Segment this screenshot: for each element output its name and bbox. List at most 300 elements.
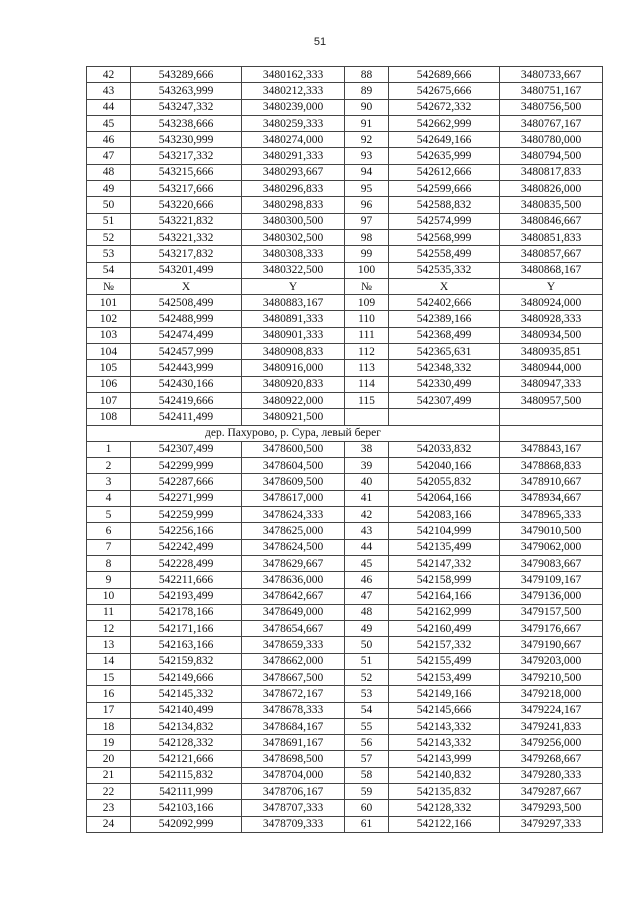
cell-num-right: 115 xyxy=(345,392,389,408)
cell-num-left: 7 xyxy=(87,539,131,555)
table-header-row xyxy=(87,278,603,294)
cell-y-right: 3479176,667 xyxy=(500,621,603,637)
table-row xyxy=(87,181,603,197)
cell-x-right: 542135,499 xyxy=(389,539,500,555)
cell-y-left: 3478617,000 xyxy=(242,490,345,506)
cell-num-right: 109 xyxy=(345,295,389,311)
cell-num-right: 47 xyxy=(345,588,389,604)
cell-y-right: 3478934,667 xyxy=(500,490,603,506)
cell-y-right: 3479109,167 xyxy=(500,572,603,588)
cell-x-left: 542145,332 xyxy=(131,686,242,702)
cell-num-right: 89 xyxy=(345,83,389,99)
cell-num-right: № xyxy=(345,278,389,294)
cell-y-left: 3478659,333 xyxy=(242,637,345,653)
cell-num-right: 92 xyxy=(345,132,389,148)
cell-num-left: 1 xyxy=(87,441,131,457)
cell-num-left: 108 xyxy=(87,409,131,425)
cell-x-right: 542153,499 xyxy=(389,669,500,685)
cell-num-left: 21 xyxy=(87,767,131,783)
cell-x-left: 542259,999 xyxy=(131,507,242,523)
cell-x-left: 543221,332 xyxy=(131,229,242,245)
cell-num-left: 52 xyxy=(87,229,131,245)
cell-y-right: 3479203,000 xyxy=(500,653,603,669)
cell-y-left: 3478698,500 xyxy=(242,751,345,767)
cell-num-left: 102 xyxy=(87,311,131,327)
cell-y-left: 3478709,333 xyxy=(242,816,345,832)
cell-x-right: 542143,332 xyxy=(389,718,500,734)
cell-num-left: 22 xyxy=(87,784,131,800)
cell-x-right: 542365,631 xyxy=(389,344,500,360)
cell-x-left: 543217,332 xyxy=(131,148,242,164)
cell-x-left: 543221,832 xyxy=(131,213,242,229)
cell-y-left: 3480901,333 xyxy=(242,327,345,343)
cell-num-left: 6 xyxy=(87,523,131,539)
cell-y-right xyxy=(500,409,603,425)
cell-num-left: 107 xyxy=(87,392,131,408)
cell-num-left: 106 xyxy=(87,376,131,392)
cell-y-right: 3480934,500 xyxy=(500,327,603,343)
cell-num-right: 50 xyxy=(345,637,389,653)
cell-x-right: 542568,999 xyxy=(389,229,500,245)
cell-num-left: 3 xyxy=(87,474,131,490)
cell-x-right: 542330,499 xyxy=(389,376,500,392)
cell-x-right: X xyxy=(389,278,500,294)
cell-y-left: 3480883,167 xyxy=(242,295,345,311)
table-row xyxy=(87,653,603,669)
cell-y-right: 3479297,333 xyxy=(500,816,603,832)
cell-x-left: 543217,832 xyxy=(131,246,242,262)
table-row xyxy=(87,441,603,457)
cell-y-left: 3478654,667 xyxy=(242,621,345,637)
cell-num-right: 98 xyxy=(345,229,389,245)
table-row xyxy=(87,604,603,620)
cell-x-left: 542430,166 xyxy=(131,376,242,392)
table-row xyxy=(87,344,603,360)
cell-x-right: 542649,166 xyxy=(389,132,500,148)
cell-x-left: 542474,499 xyxy=(131,327,242,343)
cell-x-left: 542242,499 xyxy=(131,539,242,555)
cell-num-right: 112 xyxy=(345,344,389,360)
cell-x-right xyxy=(389,409,500,425)
cell-num-left: 50 xyxy=(87,197,131,213)
table-row xyxy=(87,588,603,604)
cell-num-left: 43 xyxy=(87,83,131,99)
cell-y-right: 3479083,667 xyxy=(500,555,603,571)
cell-y-right: 3480826,000 xyxy=(500,181,603,197)
cell-y-right: Y xyxy=(500,278,603,294)
cell-y-left: 3478624,500 xyxy=(242,539,345,555)
cell-y-left: 3480920,833 xyxy=(242,376,345,392)
table-row xyxy=(87,376,603,392)
cell-y-right: 3478868,833 xyxy=(500,458,603,474)
cell-y-left: 3480922,000 xyxy=(242,392,345,408)
cell-x-left: 543201,499 xyxy=(131,262,242,278)
cell-x-right: 542307,499 xyxy=(389,392,500,408)
cell-y-right: 3479136,000 xyxy=(500,588,603,604)
cell-y-left: 3480162,333 xyxy=(242,67,345,83)
cell-y-right: 3479157,500 xyxy=(500,604,603,620)
cell-x-right: 542612,666 xyxy=(389,164,500,180)
cell-num-right: 113 xyxy=(345,360,389,376)
table-row xyxy=(87,392,603,408)
cell-y-right: 3480846,667 xyxy=(500,213,603,229)
cell-num-right: 54 xyxy=(345,702,389,718)
cell-y-left: 3478625,000 xyxy=(242,523,345,539)
cell-y-right: 3480780,000 xyxy=(500,132,603,148)
table-row xyxy=(87,474,603,490)
cell-num-right: 41 xyxy=(345,490,389,506)
table-row xyxy=(87,67,603,83)
table-row xyxy=(87,295,603,311)
cell-y-left: 3478604,500 xyxy=(242,458,345,474)
table-row xyxy=(87,784,603,800)
cell-num-right: 99 xyxy=(345,246,389,262)
cell-num-right: 97 xyxy=(345,213,389,229)
cell-y-right: 3480756,500 xyxy=(500,99,603,115)
cell-x-left: 542299,999 xyxy=(131,458,242,474)
cell-y-left: 3478609,500 xyxy=(242,474,345,490)
cell-num-left: 18 xyxy=(87,718,131,734)
cell-num-left: 20 xyxy=(87,751,131,767)
cell-num-right: 59 xyxy=(345,784,389,800)
cell-num-right: 42 xyxy=(345,507,389,523)
cell-num-right: 61 xyxy=(345,816,389,832)
cell-x-left: 542178,166 xyxy=(131,604,242,620)
cell-x-left: 542121,666 xyxy=(131,751,242,767)
cell-num-left: 9 xyxy=(87,572,131,588)
cell-num-right: 38 xyxy=(345,441,389,457)
cell-num-right: 51 xyxy=(345,653,389,669)
table-row xyxy=(87,197,603,213)
cell-y-right: 3480767,167 xyxy=(500,115,603,131)
cell-num-right: 88 xyxy=(345,67,389,83)
cell-y-right: 3478965,333 xyxy=(500,507,603,523)
cell-x-left: 542307,499 xyxy=(131,441,242,457)
cell-y-right: 3479256,000 xyxy=(500,735,603,751)
cell-x-right: 542033,832 xyxy=(389,441,500,457)
cell-x-left: 543220,666 xyxy=(131,197,242,213)
cell-y-right: 3479218,000 xyxy=(500,686,603,702)
table-row xyxy=(87,164,603,180)
cell-num-left: 54 xyxy=(87,262,131,278)
cell-x-left: 542111,999 xyxy=(131,784,242,800)
cell-y-left: 3480322,500 xyxy=(242,262,345,278)
cell-num-right: 55 xyxy=(345,718,389,734)
cell-y-left: 3480300,500 xyxy=(242,213,345,229)
cell-num-left: 8 xyxy=(87,555,131,571)
cell-y-left: 3478672,167 xyxy=(242,686,345,702)
cell-x-left: 542457,999 xyxy=(131,344,242,360)
cell-x-right: 542122,166 xyxy=(389,816,500,832)
cell-y-right: 3478910,667 xyxy=(500,474,603,490)
cell-y-right: 3479241,833 xyxy=(500,718,603,734)
table-row xyxy=(87,621,603,637)
cell-x-right: 542145,666 xyxy=(389,702,500,718)
cell-x-right: 542040,166 xyxy=(389,458,500,474)
cell-x-right: 542157,332 xyxy=(389,637,500,653)
cell-x-left: 542508,499 xyxy=(131,295,242,311)
cell-y-left: 3480291,333 xyxy=(242,148,345,164)
cell-num-left: 53 xyxy=(87,246,131,262)
cell-x-right: 542535,332 xyxy=(389,262,500,278)
cell-x-right: 542588,832 xyxy=(389,197,500,213)
table-row xyxy=(87,99,603,115)
cell-x-right: 542402,666 xyxy=(389,295,500,311)
cell-num-left: 48 xyxy=(87,164,131,180)
cell-y-right: 3479268,667 xyxy=(500,751,603,767)
cell-num-left: 5 xyxy=(87,507,131,523)
cell-y-left: Y xyxy=(242,278,345,294)
cell-x-left: 542287,666 xyxy=(131,474,242,490)
table-row xyxy=(87,686,603,702)
cell-y-right: 3479210,500 xyxy=(500,669,603,685)
cell-x-right: 542135,832 xyxy=(389,784,500,800)
cell-num-left: 49 xyxy=(87,181,131,197)
cell-y-left: 3478704,000 xyxy=(242,767,345,783)
cell-y-left: 3478707,333 xyxy=(242,800,345,816)
cell-x-left: 542115,832 xyxy=(131,767,242,783)
cell-num-right: 43 xyxy=(345,523,389,539)
cell-num-right: 114 xyxy=(345,376,389,392)
cell-x-right: 542158,999 xyxy=(389,572,500,588)
table-row xyxy=(87,115,603,131)
cell-x-right: 542348,332 xyxy=(389,360,500,376)
section-row xyxy=(87,425,603,441)
table-row xyxy=(87,213,603,229)
cell-y-left: 3478667,500 xyxy=(242,669,345,685)
cell-x-right: 542104,999 xyxy=(389,523,500,539)
cell-y-right: 3479280,333 xyxy=(500,767,603,783)
cell-num-right: 49 xyxy=(345,621,389,637)
cell-y-right: 3480857,667 xyxy=(500,246,603,262)
table-row xyxy=(87,767,603,783)
cell-x-left: X xyxy=(131,278,242,294)
cell-x-left: 543247,332 xyxy=(131,99,242,115)
cell-num-left: 45 xyxy=(87,115,131,131)
cell-num-left: 4 xyxy=(87,490,131,506)
cell-x-right: 542064,166 xyxy=(389,490,500,506)
cell-x-left: 542419,666 xyxy=(131,392,242,408)
cell-y-left: 3478684,167 xyxy=(242,718,345,734)
cell-y-right: 3480868,167 xyxy=(500,262,603,278)
cell-x-right: 542635,999 xyxy=(389,148,500,164)
cell-num-left: 13 xyxy=(87,637,131,653)
cell-y-left: 3480274,000 xyxy=(242,132,345,148)
table-row xyxy=(87,311,603,327)
cell-x-right: 542160,499 xyxy=(389,621,500,637)
table-row xyxy=(87,555,603,571)
table-row xyxy=(87,246,603,262)
cell-x-right: 542574,999 xyxy=(389,213,500,229)
cell-y-right: 3478843,167 xyxy=(500,441,603,457)
cell-x-right: 542143,332 xyxy=(389,735,500,751)
cell-x-right: 542128,332 xyxy=(389,800,500,816)
table-row xyxy=(87,572,603,588)
cell-x-right: 542155,499 xyxy=(389,653,500,669)
cell-x-right: 542558,499 xyxy=(389,246,500,262)
cell-num-left: 105 xyxy=(87,360,131,376)
cell-y-right: 3480957,500 xyxy=(500,392,603,408)
cell-y-right: 3479224,167 xyxy=(500,702,603,718)
table-row xyxy=(87,507,603,523)
cell-y-left: 3478624,333 xyxy=(242,507,345,523)
table-row xyxy=(87,816,603,832)
cell-num-right: 95 xyxy=(345,181,389,197)
cell-y-left: 3478642,667 xyxy=(242,588,345,604)
cell-x-left: 542228,499 xyxy=(131,555,242,571)
cell-num-left: 19 xyxy=(87,735,131,751)
cell-num-right: 48 xyxy=(345,604,389,620)
cell-x-left: 542092,999 xyxy=(131,816,242,832)
coordinates-table xyxy=(86,66,603,833)
cell-x-right: 542599,666 xyxy=(389,181,500,197)
cell-y-left: 3480293,667 xyxy=(242,164,345,180)
cell-y-left: 3480908,833 xyxy=(242,344,345,360)
table-row xyxy=(87,409,603,425)
cell-num-right: 56 xyxy=(345,735,389,751)
cell-num-right: 39 xyxy=(345,458,389,474)
cell-x-right: 542164,166 xyxy=(389,588,500,604)
cell-x-left: 542103,166 xyxy=(131,800,242,816)
table-row xyxy=(87,458,603,474)
cell-x-right: 542162,999 xyxy=(389,604,500,620)
cell-y-right: 3480928,333 xyxy=(500,311,603,327)
cell-y-right: 3479010,500 xyxy=(500,523,603,539)
section-empty-cell xyxy=(500,425,603,441)
cell-x-right: 542083,166 xyxy=(389,507,500,523)
cell-x-right: 542149,166 xyxy=(389,686,500,702)
cell-y-right: 3480794,500 xyxy=(500,148,603,164)
cell-num-right: 90 xyxy=(345,99,389,115)
cell-num-right: 60 xyxy=(345,800,389,816)
cell-y-right: 3480835,500 xyxy=(500,197,603,213)
cell-num-right: 96 xyxy=(345,197,389,213)
cell-x-left: 542488,999 xyxy=(131,311,242,327)
cell-x-left: 543263,999 xyxy=(131,83,242,99)
cell-num-right: 53 xyxy=(345,686,389,702)
cell-x-left: 542128,332 xyxy=(131,735,242,751)
cell-y-left: 3478600,500 xyxy=(242,441,345,457)
cell-num-left: 10 xyxy=(87,588,131,604)
cell-num-right: 57 xyxy=(345,751,389,767)
cell-num-left: 15 xyxy=(87,669,131,685)
cell-x-left: 542149,666 xyxy=(131,669,242,685)
cell-x-right: 542368,499 xyxy=(389,327,500,343)
cell-num-right: 52 xyxy=(345,669,389,685)
cell-x-left: 543289,666 xyxy=(131,67,242,83)
table-row xyxy=(87,735,603,751)
cell-x-left: 542271,999 xyxy=(131,490,242,506)
cell-x-left: 542256,166 xyxy=(131,523,242,539)
cell-num-left: 24 xyxy=(87,816,131,832)
cell-num-right xyxy=(345,409,389,425)
table-row xyxy=(87,490,603,506)
section-title: дер. Пахурово, р. Сура, левый берег xyxy=(87,425,500,441)
cell-x-left: 543215,666 xyxy=(131,164,242,180)
cell-x-right: 542143,999 xyxy=(389,751,500,767)
cell-num-right: 91 xyxy=(345,115,389,131)
cell-y-left: 3480921,500 xyxy=(242,409,345,425)
table-row xyxy=(87,327,603,343)
cell-x-right: 542662,999 xyxy=(389,115,500,131)
page-number: 51 xyxy=(313,36,327,48)
cell-num-right: 45 xyxy=(345,555,389,571)
table-row xyxy=(87,539,603,555)
cell-y-left: 3480259,333 xyxy=(242,115,345,131)
cell-x-left: 542171,166 xyxy=(131,621,242,637)
table-row xyxy=(87,718,603,734)
table-row xyxy=(87,132,603,148)
cell-num-left: 103 xyxy=(87,327,131,343)
table-row xyxy=(87,702,603,718)
table-row xyxy=(87,523,603,539)
cell-x-left: 543217,666 xyxy=(131,181,242,197)
cell-y-left: 3478636,000 xyxy=(242,572,345,588)
cell-num-right: 100 xyxy=(345,262,389,278)
table-row xyxy=(87,83,603,99)
cell-num-right: 94 xyxy=(345,164,389,180)
cell-y-right: 3480947,333 xyxy=(500,376,603,392)
cell-num-right: 110 xyxy=(345,311,389,327)
cell-num-left: 2 xyxy=(87,458,131,474)
cell-x-left: 542411,499 xyxy=(131,409,242,425)
cell-y-left: 3480212,333 xyxy=(242,83,345,99)
cell-y-right: 3480851,833 xyxy=(500,229,603,245)
cell-y-left: 3478629,667 xyxy=(242,555,345,571)
cell-x-left: 542193,499 xyxy=(131,588,242,604)
cell-y-right: 3480944,000 xyxy=(500,360,603,376)
cell-y-right: 3479062,000 xyxy=(500,539,603,555)
cell-y-left: 3480916,000 xyxy=(242,360,345,376)
cell-y-left: 3478662,000 xyxy=(242,653,345,669)
table-row xyxy=(87,148,603,164)
cell-x-left: 542140,499 xyxy=(131,702,242,718)
table-row xyxy=(87,360,603,376)
cell-num-left: № xyxy=(87,278,131,294)
cell-y-right: 3480733,667 xyxy=(500,67,603,83)
table-row xyxy=(87,669,603,685)
cell-num-left: 42 xyxy=(87,67,131,83)
cell-y-left: 3480239,000 xyxy=(242,99,345,115)
cell-x-left: 543238,666 xyxy=(131,115,242,131)
table-row xyxy=(87,637,603,653)
cell-x-right: 542389,166 xyxy=(389,311,500,327)
cell-y-left: 3478678,333 xyxy=(242,702,345,718)
cell-x-right: 542055,832 xyxy=(389,474,500,490)
cell-num-right: 40 xyxy=(345,474,389,490)
cell-num-left: 104 xyxy=(87,344,131,360)
cell-y-left: 3478691,167 xyxy=(242,735,345,751)
cell-num-left: 12 xyxy=(87,621,131,637)
cell-x-left: 542443,999 xyxy=(131,360,242,376)
cell-num-right: 58 xyxy=(345,767,389,783)
cell-y-left: 3480298,833 xyxy=(242,197,345,213)
cell-num-left: 51 xyxy=(87,213,131,229)
cell-y-left: 3480296,833 xyxy=(242,181,345,197)
cell-x-right: 542675,666 xyxy=(389,83,500,99)
table-row xyxy=(87,262,603,278)
cell-y-left: 3480891,333 xyxy=(242,311,345,327)
cell-x-right: 542689,666 xyxy=(389,67,500,83)
cell-y-right: 3480935,851 xyxy=(500,344,603,360)
cell-x-right: 542672,332 xyxy=(389,99,500,115)
cell-x-left: 542134,832 xyxy=(131,718,242,734)
table-row xyxy=(87,751,603,767)
cell-num-right: 46 xyxy=(345,572,389,588)
cell-num-left: 23 xyxy=(87,800,131,816)
cell-num-left: 16 xyxy=(87,686,131,702)
cell-y-right: 3480924,000 xyxy=(500,295,603,311)
